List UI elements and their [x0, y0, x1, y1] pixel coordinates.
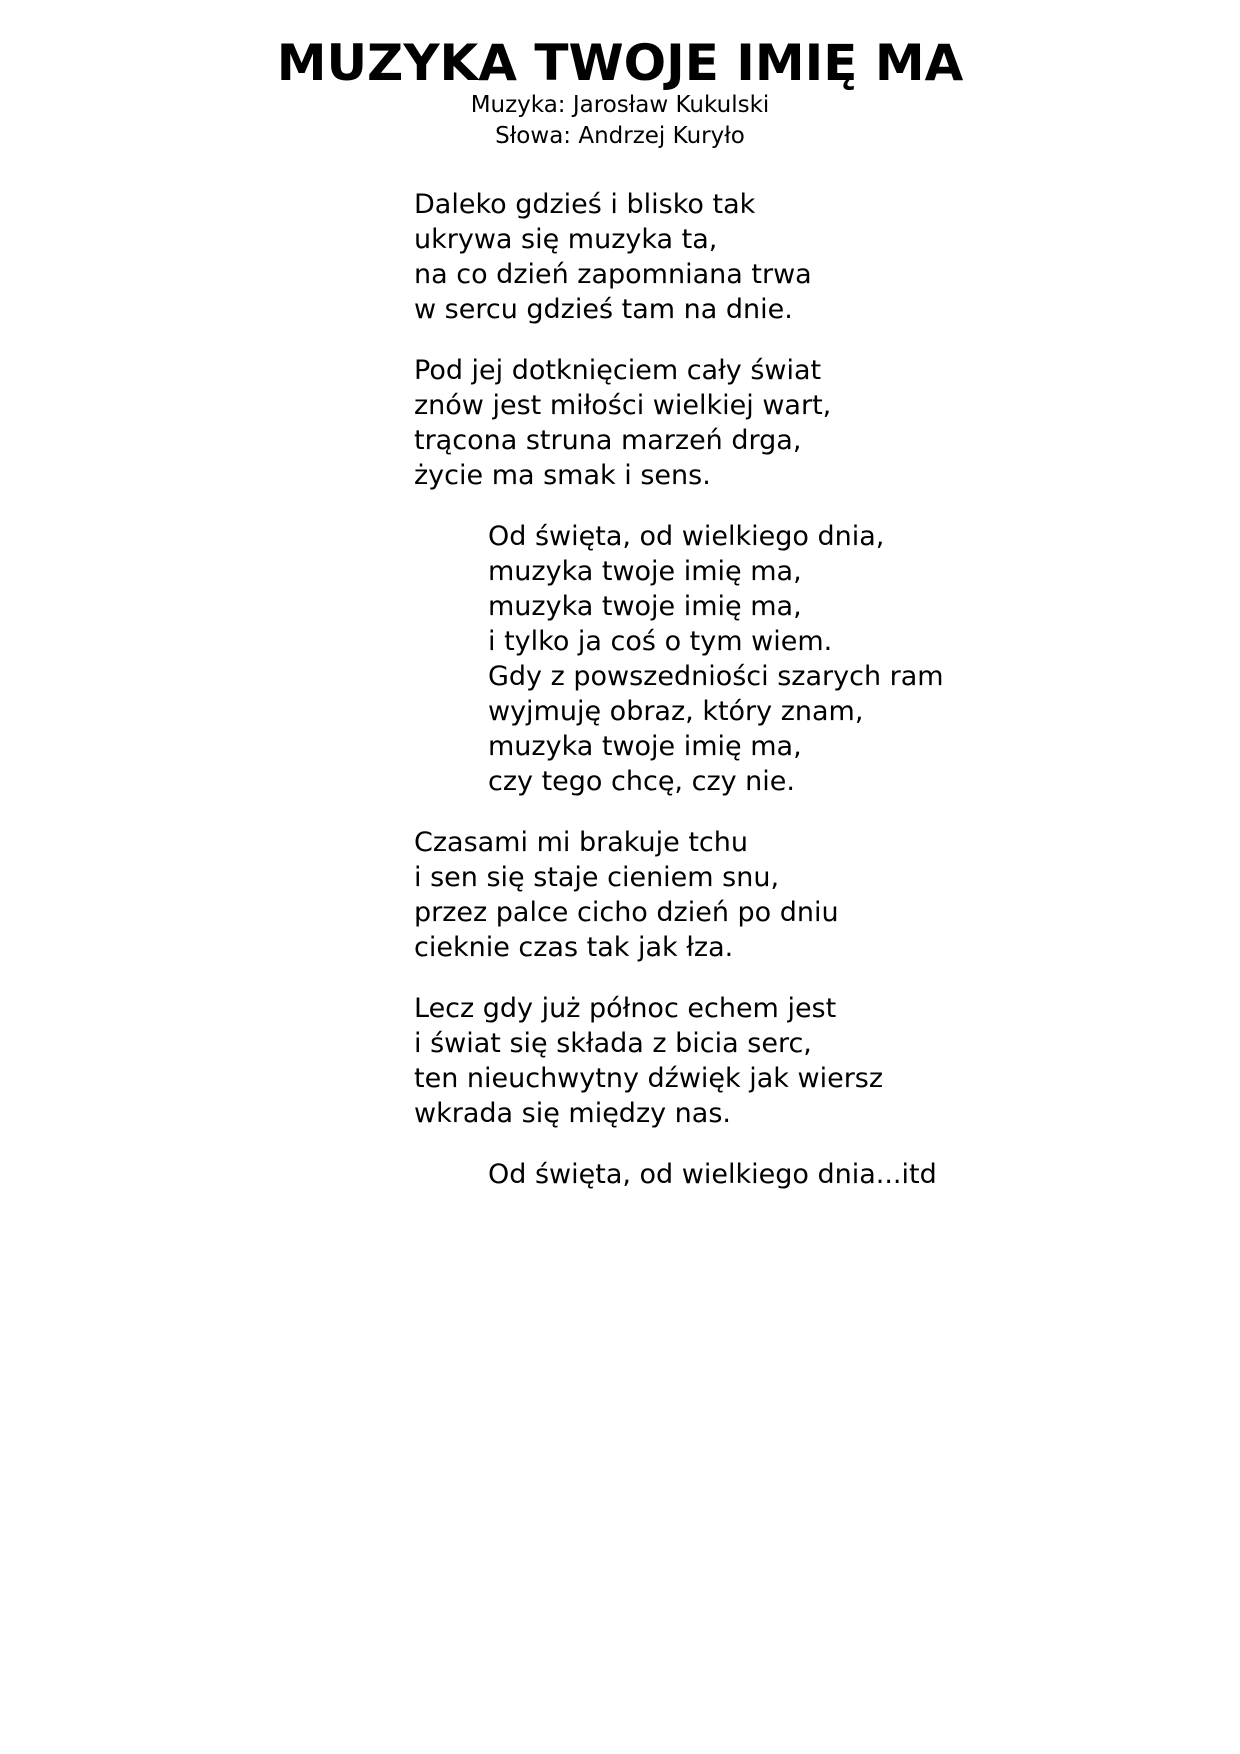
lyric-line: Od święta, od wielkiego dnia,	[488, 521, 885, 552]
stanza-refrain-2	[414, 1157, 1214, 1192]
stanza-verse-1	[414, 187, 1214, 327]
lyric-line: w sercu gdzieś tam na dnie.	[414, 294, 793, 325]
lyric-line: i sen się staje cieniem snu,	[414, 862, 780, 893]
lyric-line: Czasami mi brakuje tchu	[414, 827, 749, 858]
lyric-line: trącona struna marzeń drga,	[414, 425, 802, 456]
lyric-line: muzyka twoje imię ma,	[488, 591, 802, 622]
song-title: MUZYKA TWOJE IMIĘ MA	[276, 34, 964, 92]
lyric-line: znów jest miłości wielkiej wart,	[414, 390, 832, 421]
lyric-line: Pod jej dotknięciem cały świat	[414, 355, 822, 386]
lyric-line: muzyka twoje imię ma,	[488, 731, 802, 762]
lyric-line: wyjmuję obraz, który znam,	[488, 696, 864, 727]
lyric-line: Od święta, od wielkiego dnia...itd	[488, 1159, 937, 1190]
lyric-line: wkrada się między nas.	[414, 1098, 731, 1129]
lyric-line: czy tego chcę, czy nie.	[488, 766, 795, 797]
lyric-line: i świat się składa z bicia serc,	[414, 1028, 812, 1059]
lyrics-body	[414, 187, 1214, 1218]
lyric-line: muzyka twoje imię ma,	[488, 556, 802, 587]
stanza-verse-2	[414, 353, 1214, 493]
lyrics-credit: Słowa: Andrzej Kuryło	[495, 123, 745, 149]
lyric-line: ten nieuchwytny dźwięk jak wiersz	[414, 1063, 884, 1094]
lyric-line: i tylko ja coś o tym wiem.	[488, 626, 833, 657]
lyric-line: ukrywa się muzyka ta,	[414, 224, 718, 255]
lyric-line: Lecz gdy już północ echem jest	[414, 993, 837, 1024]
lyric-line: Daleko gdzieś i blisko tak	[414, 189, 756, 220]
lyric-line: na co dzień zapomniana trwa	[414, 259, 812, 290]
song-credits	[0, 90, 1240, 152]
lyric-line: życie ma smak i sens.	[414, 460, 711, 491]
lyric-line: Gdy z powszedniości szarych ram	[488, 661, 944, 692]
stanza-verse-3	[414, 825, 1214, 965]
music-credit: Muzyka: Jarosław Kukulski	[470, 92, 770, 118]
stanza-refrain-1	[414, 519, 1214, 799]
lyric-line: cieknie czas tak jak łza.	[414, 932, 734, 963]
stanza-verse-4	[414, 991, 1214, 1131]
lyric-line: przez palce cicho dzień po dniu	[414, 897, 839, 928]
